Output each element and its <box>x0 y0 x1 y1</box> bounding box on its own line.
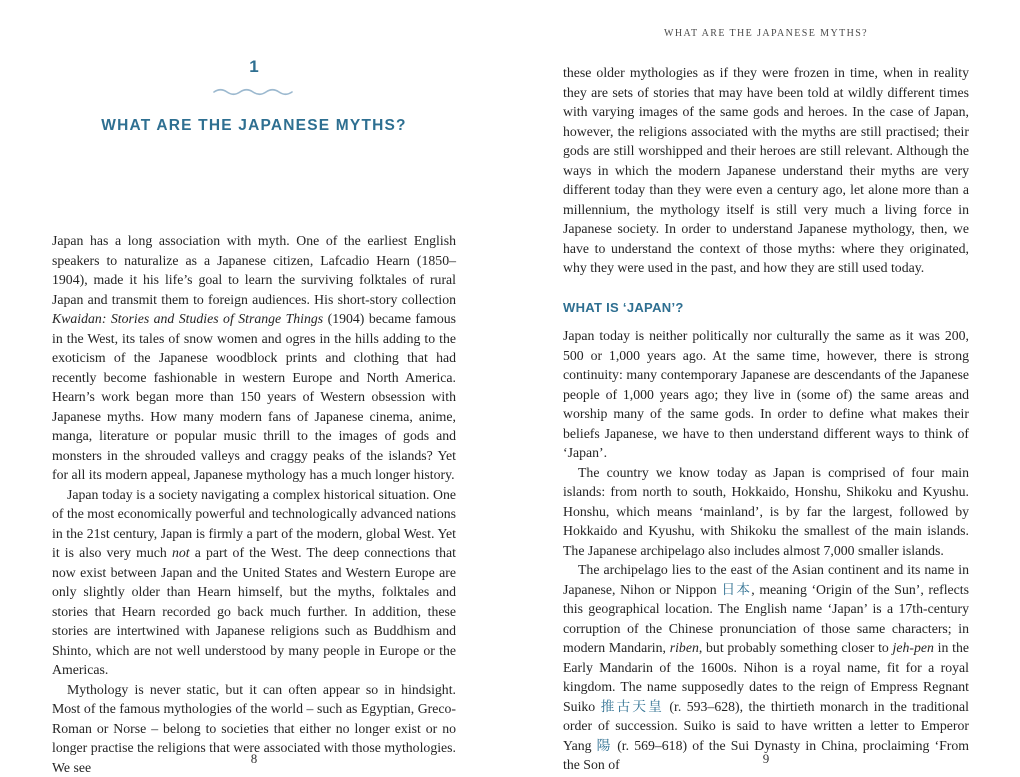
paragraph: Japan today is a society navigating a complex historical situation. One of the most economically powerful and technologically advanced nations in the 21st century, Japan is firmly a part of the modern, global West. Yet it is also very much not a part of the West. The deep connections that now exist between Japan and the United States and Western Europe are only slightly older than Hearn himself, but the myths, folktales and stories that Hearn recorded go back much further. In addition, these stories are intertwined with Japanese religions such as Buddhism and Shinto, which are not well understood by many people in Europe or the Americas. <box>52 485 456 680</box>
wave-ornament-icon <box>212 87 296 97</box>
chapter-title: WHAT ARE THE JAPANESE MYTHS? <box>52 117 456 135</box>
paragraph: The country we know today as Japan is comprised of four main islands: from north to south, Hokkaido, Honshu, Shikoku and Kyushu. Honshu, which means ‘mainland’, is by far the largest, followed by Hokkaido and Kyushu, with Shikoku the smallest of the main islands. The Japanese archipelago also includes almost 7,000 smaller islands. <box>563 463 969 561</box>
paragraph: Mythology is never static, but it can often appear so in hindsight. Most of the famous mythologies of the world – such as Egyptian, Greco-Roman or Norse – belong to societies that either no longer exist or no longer practise the religions that were associated with those mythologies. We see <box>52 680 456 777</box>
right-page-number: 9 <box>563 751 969 767</box>
right-page <box>510 0 1020 775</box>
right-page-body <box>563 63 969 775</box>
paragraph: these older mythologies as if they were frozen in time, when in reality they are sets of stories that may have been told at wildly different times with varying images of the same gods and heroes. In the case of Japan, however, the religions associated with the myths are still practised; their gods are still worshipped and their heroes are still relevant. Although the ways in which the modern Japanese understand their myths are very different today than they were even a century ago, let alone more than a millennium, the mythology itself is still very much a living force in Japanese society. In order to understand Japanese mythology, then, we have to understand the context of those myths: where they originated, why they were used in the past, and how they are still used today. <box>563 63 969 278</box>
section-subheading: WHAT IS ‘JAPAN’? <box>563 298 969 318</box>
left-page-number: 8 <box>52 751 456 767</box>
paragraph: Japan has a long association with myth. One of the earliest English speakers to naturalize as a Japanese citizen, Lafcadio Hearn (1850–1904), made it his life’s goal to learn the surviving folktales of rural Japan and transmit them to foreign audiences. His short-story collection Kwaidan: Stories and Studies of Strange Things (1904) became famous in the West, its tales of snow women and ogres in the hills adding to the exoticism of the Japanese woodblock prints and clothing that had recently become fashionable in western Europe and North America. Hearn’s work began more than 150 years of Western obsession with Japanese myths. How many modern fans of Japanese cinema, anime, manga, literature or popular music thrill to the images of gods and monsters in the shrouded valleys and craggy peaks of the islands? Yet for all its modern appeal, Japanese mythology has a much longer history. <box>52 231 456 485</box>
paragraph: Japan today is neither politically nor culturally the same as it was 200, 500 or 1,000 years ago. At the same time, however, there is strong continuity: many contemporary Japanese are descendants of the Japanese people of 1,000 years ago; they live in (some of) the same areas and worship many of the same gods. In order to define what makes their beliefs Japanese, we have to then understand different ways to think of ‘Japan’. <box>563 326 969 463</box>
left-page-body <box>52 231 456 777</box>
chapter-head <box>52 0 456 135</box>
chapter-number: 1 <box>52 58 456 75</box>
running-header: WHAT ARE THE JAPANESE MYTHS? <box>563 0 969 39</box>
left-page <box>0 0 510 775</box>
paragraph: The archipelago lies to the east of the Asian continent and its name in Japanese, Nihon or Nippon 日本, meaning ‘Origin of the Sun’, reflects this geographical location. The English name ‘Japan’ is a 17th-century corruption of the Chinese pronunciation of those same characters; in modern Mandarin, riben, but probably something closer to jeh-pen in the Early Mandarin of the 1600s. Nihon is a royal name, fit for a royal kingdom. The name supposedly dates to the reign of Empress Regnant Suiko 推古天皇 (r. 593–628), the thirtieth monarch in the traditional order of succession. Suiko is said to have written a letter to Emperor Yang 陽 (r. 569–618) of the Sui Dynasty in China, proclaiming ‘From the Son of <box>563 560 969 775</box>
